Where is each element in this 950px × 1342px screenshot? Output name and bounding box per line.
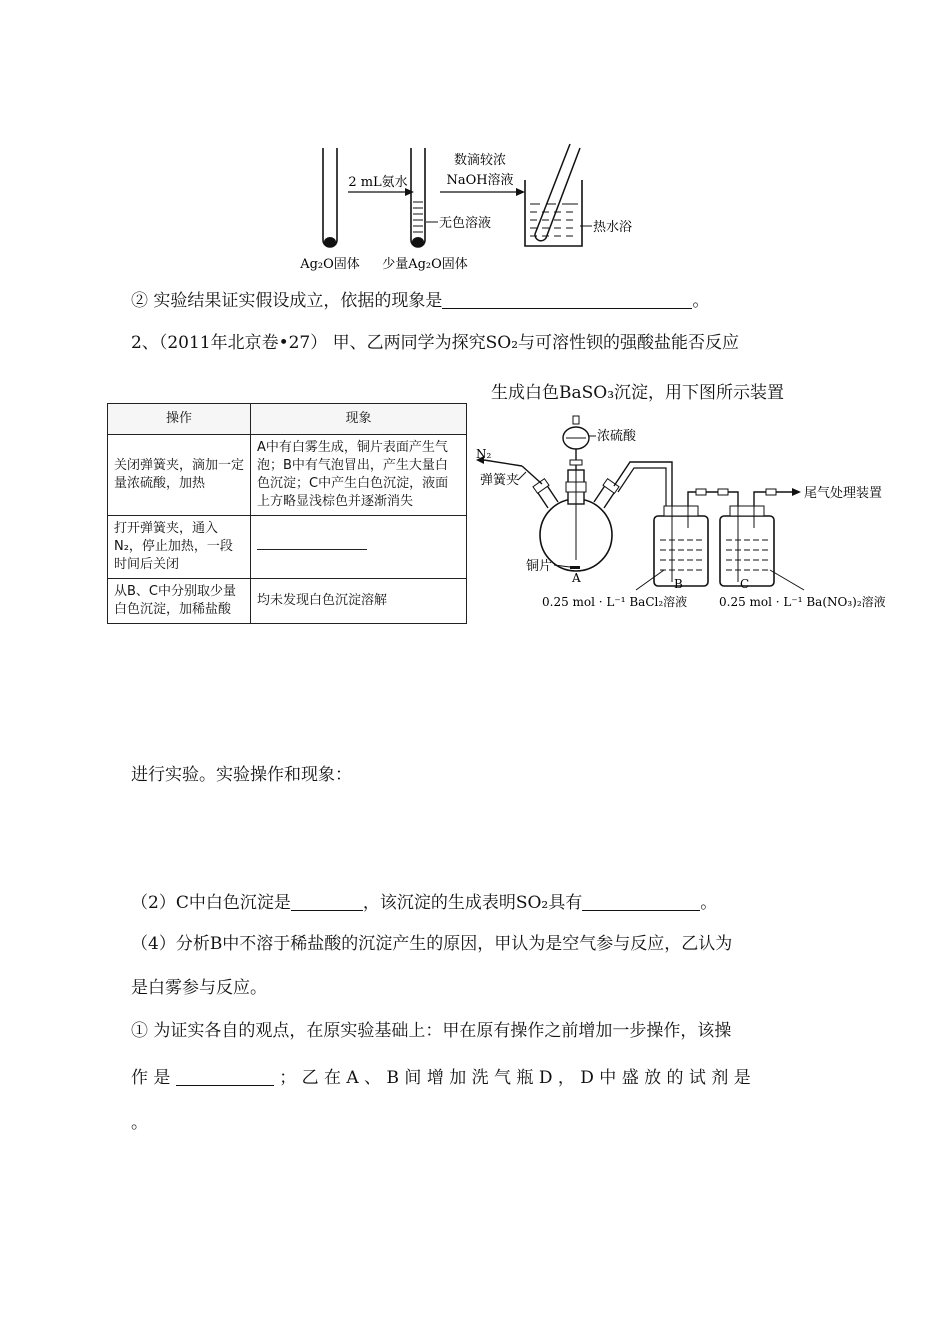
table-cell-operation: 打开弹簧夹，通入N₂，停止加热，一段时间后关闭 <box>108 516 251 579</box>
question-2-4-line-4: 作 是 ； 乙 在 A 、 B 间 增 加 洗 气 瓶 D ， D 中 盛 放 的 试 剂 是 <box>131 1068 751 1088</box>
label-a: A <box>572 571 581 585</box>
answer-blank-phenomenon[interactable] <box>257 549 367 550</box>
table-row <box>108 516 467 579</box>
intro-text: 进行实验。实验操作和现象： <box>131 765 352 785</box>
label-n2: N₂ <box>476 447 492 461</box>
operations-table <box>107 403 467 624</box>
question-2-line-1: 2、（2011年北京卷•27） 甲、乙两同学为探究SO₂与可溶性钡的强酸盐能否反应 <box>131 333 740 353</box>
label-bano3: 0.25 mol · L⁻¹ Ba(NO₃)₂溶液 <box>719 595 886 609</box>
table-cell-phenomenon <box>251 516 467 579</box>
label-ammonia: 2 mL氨水 <box>348 175 408 190</box>
label-acid: 浓硫酸 <box>597 429 637 444</box>
answer-blank-evidence[interactable] <box>442 290 692 309</box>
label-solid-1: Ag₂O固体 <box>300 257 360 272</box>
table-row <box>108 579 467 624</box>
figure-apparatus <box>474 410 914 615</box>
bottle-b <box>654 506 708 586</box>
table-cell-operation: 从B、C中分别取少量白色沉淀，加稀盐酸 <box>108 579 251 624</box>
beaker-hot-water <box>525 144 582 246</box>
label-c: C <box>740 577 750 591</box>
table-row <box>108 435 467 516</box>
dropping-funnel <box>563 416 589 470</box>
label-colorless: 无色溶液 <box>439 216 492 231</box>
label-solid-2: 少量Ag₂O固体 <box>382 257 468 272</box>
label-bacl2: 0.25 mol · L⁻¹ BaCl₂溶液 <box>542 595 688 609</box>
table-cell-phenomenon: A中有白雾生成，铜片表面产生气泡；B中有气泡冒出，产生大量白色沉淀；C中产生白色沉淀，液面上方略显浅棕色并逐渐消失 <box>251 435 467 516</box>
label-clamp: 弹簧夹 <box>480 473 520 488</box>
question-2-2: （2）C中白色沉淀是 ，该沉淀的生成表明SO₂具有 。 <box>131 893 718 913</box>
label-hotbath: 热水浴 <box>593 220 633 235</box>
question-2-4-line-2: 是白雾参与反应。 <box>131 978 267 998</box>
question-evidence: ② 实验结果证实假设成立，依据的现象是 。 <box>131 291 710 311</box>
label-tail: 尾气处理装置 <box>804 486 883 501</box>
label-copper: 铜片 <box>526 559 553 574</box>
question-2-4-line-1: （4）分析B中不溶于稀盐酸的沉淀产生的原因，甲认为是空气参与反应，乙认为 <box>131 934 733 954</box>
question-2-line-2: 生成白色BaSO₃沉淀，用下图所示装置 <box>491 383 785 403</box>
label-drops-2: NaOH溶液 <box>446 173 514 188</box>
label-drops-1: 数滴较浓 <box>453 153 507 168</box>
table-cell-phenomenon: 均未发现白色沉淀溶解 <box>251 579 467 624</box>
table-header-phenomenon: 现象 <box>251 404 467 435</box>
test-tube-1 <box>323 148 337 247</box>
figure-silver-oxide-experiment <box>290 140 680 275</box>
answer-blank-precipitate[interactable] <box>291 892 363 911</box>
table-header-operation: 操作 <box>108 404 251 435</box>
table-cell-operation: 关闭弹簧夹，滴加一定量浓硫酸，加热 <box>108 435 251 516</box>
bottle-c <box>720 506 774 586</box>
question-2-4-line-5: 。 <box>131 1113 148 1133</box>
answer-blank-operation[interactable] <box>176 1067 274 1086</box>
flask-a <box>533 470 619 571</box>
label-b: B <box>674 577 683 591</box>
question-2-4-line-3: ① 为证实各自的观点，在原实验基础上：甲在原有操作之前增加一步操作，该操 <box>131 1021 732 1041</box>
test-tube-2 <box>411 148 425 247</box>
answer-blank-property[interactable] <box>582 892 700 911</box>
